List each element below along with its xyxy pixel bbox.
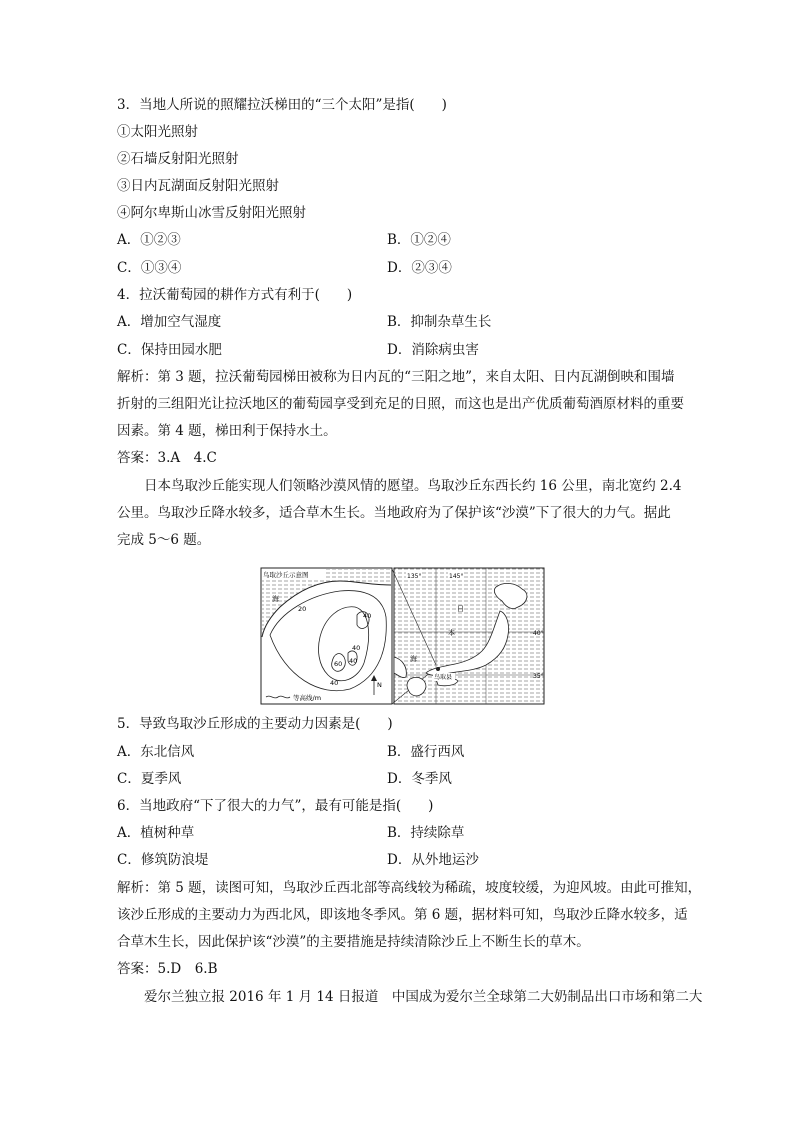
lat-label: 35°	[533, 673, 544, 680]
inset-map	[261, 568, 392, 704]
contour-label: 40	[352, 644, 361, 652]
q6-option-d: D．从外地运沙	[387, 852, 479, 868]
analysis-line: 合草木生长，因此保护该“沙漠”的主要措施是持续清除沙丘上不断生长的草木。	[117, 934, 590, 950]
japan-map	[394, 568, 544, 704]
q6-option-a: A．植树种草	[117, 825, 195, 841]
q3-item-2: ②石墙反射阳光照射	[117, 151, 239, 167]
q6-option-b: B．持续除草	[387, 825, 465, 841]
lon-label: 135°	[407, 573, 422, 580]
analysis-line: 该沙丘形成的主要动力为西北风，即该地冬季风。第 6 题，据材料可知，鸟取沙丘降水较多，适	[117, 907, 688, 923]
sea-char: 日	[457, 605, 464, 613]
q5-option-c: C．夏季风	[117, 771, 182, 787]
q5-stem: 5．导致鸟取沙丘形成的主要动力因素是( )	[117, 716, 393, 732]
city-label: 鸟取县	[434, 674, 453, 681]
tottori-marker	[436, 667, 440, 671]
q3-option-a: A．①②③	[117, 232, 181, 248]
passage-line: 完成 5～6 题。	[117, 532, 211, 548]
answer-line: 答案：5.D 6.B	[117, 961, 218, 977]
contour-label: 20	[298, 605, 307, 613]
q6-option-c: C．修筑防浪堤	[117, 852, 209, 868]
passage-line: 日本鸟取沙丘能实现人们领略沙漠风情的愿望。鸟取沙丘东西长约 16 公里，南北宽约 2.4	[144, 478, 682, 494]
analysis-line: 折射的三组阳光让拉沃地区的葡萄园享受到充足的日照，而这也是出产优质葡萄酒原材料的重要	[117, 396, 684, 412]
lat-label: 40°	[533, 630, 544, 637]
north-label: N	[377, 681, 382, 689]
q3-option-c: C．①③④	[117, 260, 182, 276]
q4-option-c: C．保持田园水肥	[117, 342, 222, 358]
q4-option-d: D．消除病虫害	[387, 342, 479, 358]
contour-label: 60	[334, 660, 343, 668]
analysis-line: 因素。第 4 题，梯田利于保持水土。	[117, 423, 337, 439]
q3-item-4: ④阿尔卑斯山冰雪反射阳光照射	[117, 205, 306, 221]
q3-stem: 3．当地人所说的照耀拉沃梯田的“三个太阳”是指( )	[117, 97, 447, 113]
analysis-line: 解析：第 3 题，拉沃葡萄园梯田被称为日内瓦的“三阳之地”，来自太阳、日内瓦湖倒映和围墙	[117, 369, 675, 385]
analysis-line: 解析：第 5 题，读图可知，鸟取沙丘西北部等高线较为稀疏，坡度较缓，为迎风坡。由此可推知，	[117, 880, 702, 896]
q6-stem: 6．当地政府“下了很大的力气”，最有可能是指( )	[117, 798, 434, 814]
q5-option-b: B．盛行西风	[387, 744, 465, 760]
inset-title: 鸟取沙丘示意图	[263, 571, 309, 579]
contour-label: 40	[349, 657, 358, 665]
q3-option-b: B．①②④	[387, 232, 451, 248]
q4-option-a: A．增加空气湿度	[117, 314, 222, 330]
q3-item-1: ①太阳光照射	[117, 124, 198, 140]
answer-line: 答案：3.A 4.C	[117, 450, 217, 466]
sea-char: 海	[410, 655, 417, 663]
lon-label: 145°	[449, 573, 464, 580]
tottori-dune-map	[260, 567, 545, 705]
contour-label: 40	[330, 679, 339, 687]
q4-stem: 4．拉沃葡萄园的耕作方式有利于( )	[117, 287, 353, 303]
passage-line: 公里。鸟取沙丘降水较多，适合草木生长。当地政府为了保护该“沙漠”下了很大的力气。据此	[117, 505, 671, 521]
sea-char: 本	[448, 629, 455, 637]
kyushu	[407, 677, 426, 695]
q5-option-d: D．冬季风	[387, 771, 452, 787]
q5-option-a: A．东北信风	[117, 744, 195, 760]
q3-option-d: D．②③④	[387, 260, 452, 276]
q3-item-3: ③日内瓦湖面反射阳光照射	[117, 178, 279, 194]
passage-line: 爱尔兰独立报 2016 年 1 月 14 日报道 中国成为爱尔兰全球第二大奶制品出口市场和第二大	[144, 989, 703, 1005]
q4-option-b: B．抑制杂草生长	[387, 314, 492, 330]
sea-label: 海	[272, 595, 279, 603]
contour-label: 40	[363, 612, 372, 620]
legend-label: 等高线/m	[293, 694, 322, 702]
